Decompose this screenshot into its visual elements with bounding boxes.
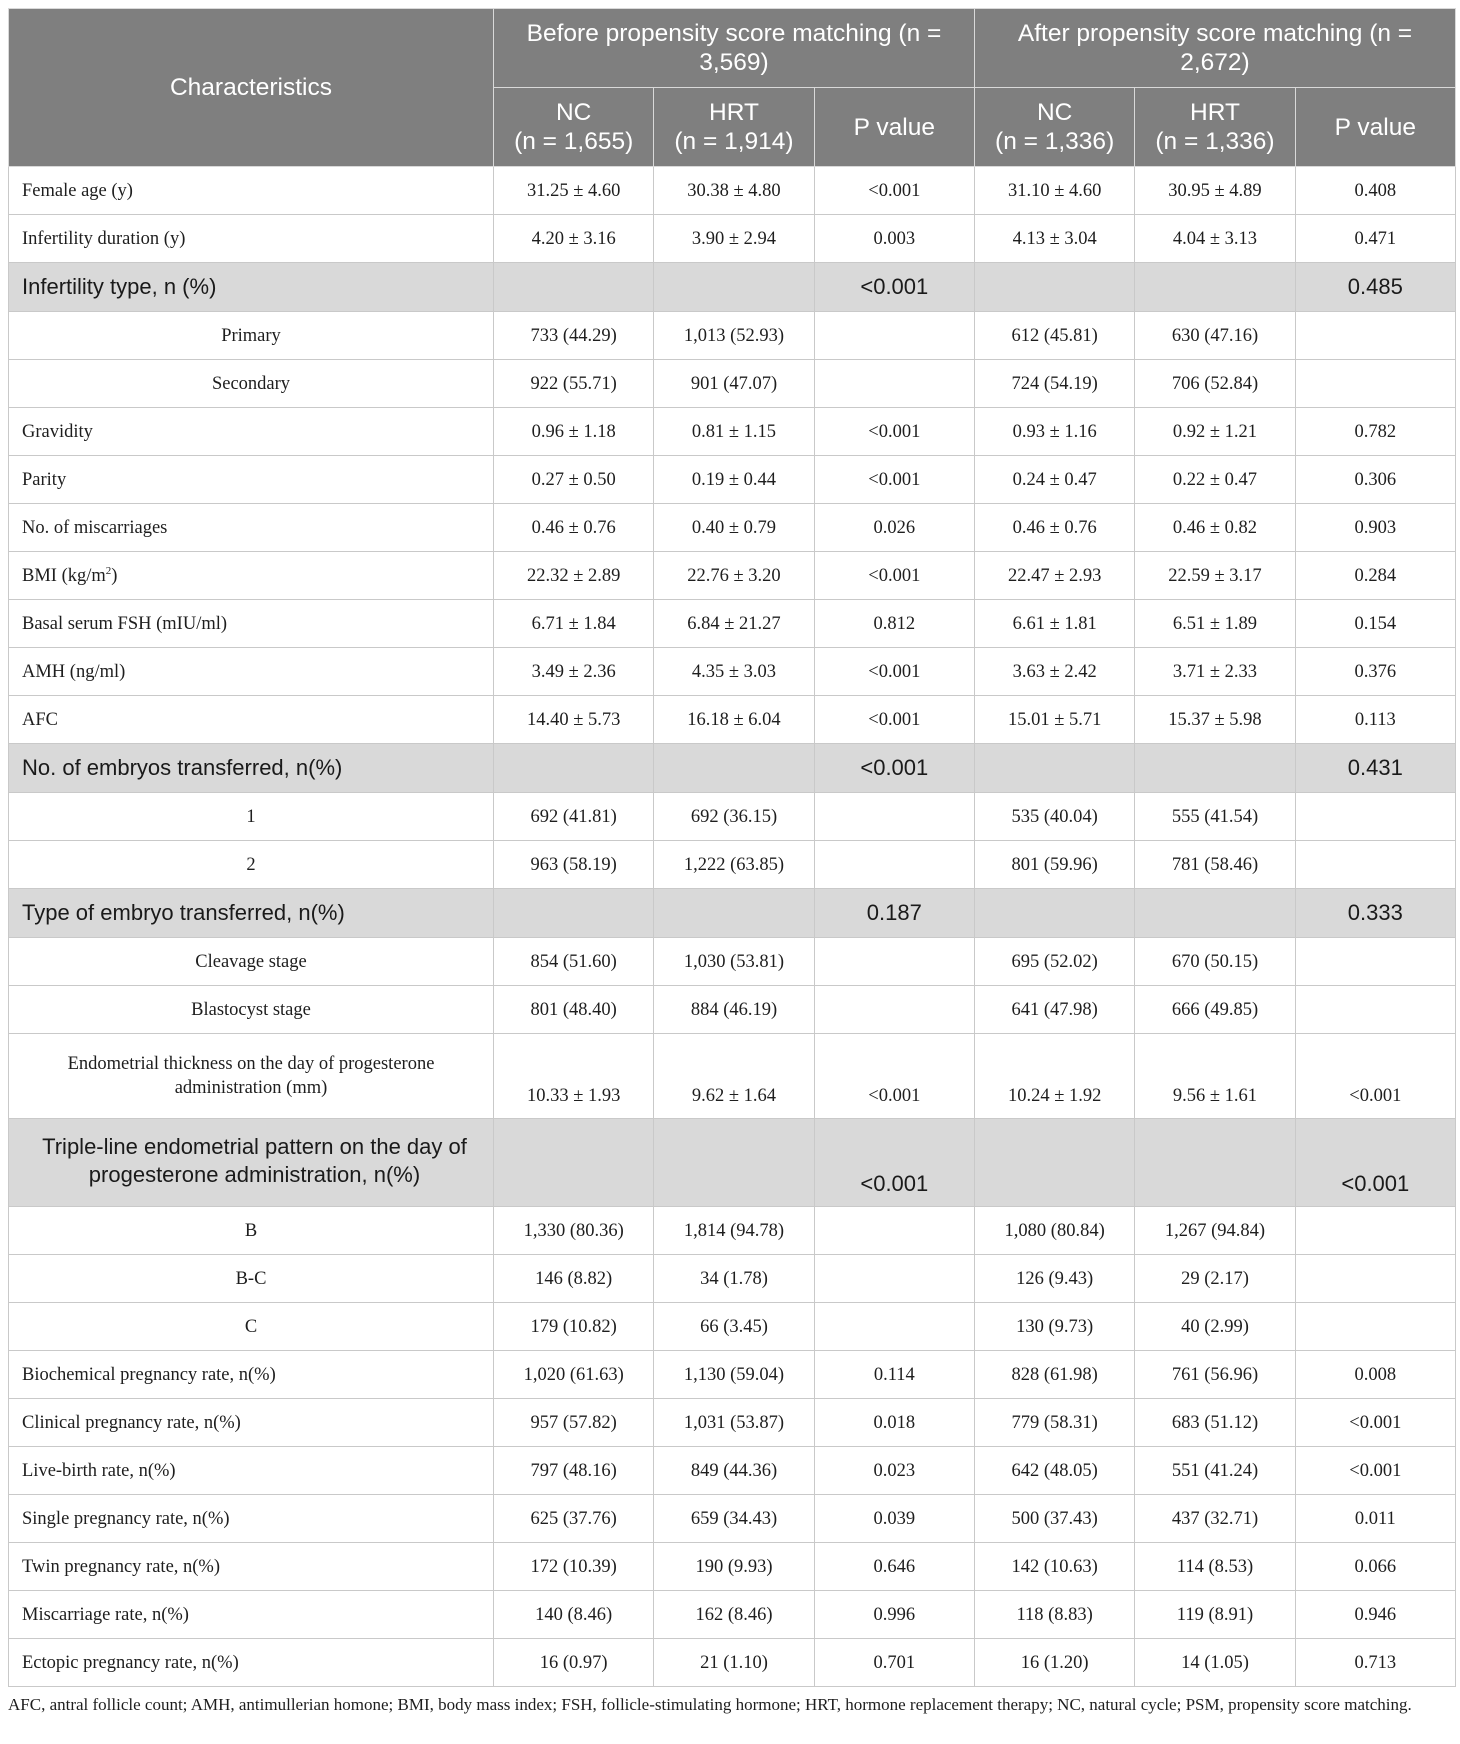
cell: 670 (50.15) (1135, 938, 1295, 986)
cell (814, 938, 974, 986)
row-label: AFC (9, 696, 494, 744)
column-header-name: HRT (709, 99, 759, 126)
cell (494, 744, 654, 793)
table-row (9, 215, 1456, 263)
cell: 142 (10.63) (974, 1543, 1134, 1591)
cell: 0.46 ± 0.82 (1135, 504, 1295, 552)
cell: 0.113 (1295, 696, 1455, 744)
cell (1295, 1303, 1455, 1351)
cell: 0.408 (1295, 167, 1455, 215)
cell: 1,020 (61.63) (494, 1351, 654, 1399)
table-row (9, 360, 1456, 408)
cell (974, 889, 1134, 938)
table-row (9, 1399, 1456, 1447)
cell: 797 (48.16) (494, 1447, 654, 1495)
cell: 0.485 (1295, 263, 1455, 312)
cell (1135, 263, 1295, 312)
cell: <0.001 (814, 456, 974, 504)
cell: <0.001 (1295, 1119, 1455, 1207)
cell: 0.46 ± 0.76 (974, 504, 1134, 552)
column-header (1135, 88, 1295, 167)
cell: 6.71 ± 1.84 (494, 600, 654, 648)
cell (654, 889, 814, 938)
row-label: 1 (9, 793, 494, 841)
cell: 31.25 ± 4.60 (494, 167, 654, 215)
cell (814, 360, 974, 408)
cell: 15.37 ± 5.98 (1135, 696, 1295, 744)
cell: 0.946 (1295, 1591, 1455, 1639)
table-row (9, 167, 1456, 215)
cell: 4.13 ± 3.04 (974, 215, 1134, 263)
bmi-label-end: ) (111, 565, 118, 586)
cell: <0.001 (1295, 1447, 1455, 1495)
cell: 0.187 (814, 889, 974, 938)
cell: 0.306 (1295, 456, 1455, 504)
row-label: Live-birth rate, n(%) (9, 1447, 494, 1495)
column-header: P value (814, 88, 974, 167)
cell: 666 (49.85) (1135, 986, 1295, 1034)
cell (814, 841, 974, 889)
table-row (9, 552, 1456, 600)
section-row (9, 263, 1456, 312)
row-label: Biochemical pregnancy rate, n(%) (9, 1351, 494, 1399)
cell: 3.71 ± 2.33 (1135, 648, 1295, 696)
cell: 0.646 (814, 1543, 974, 1591)
cell: <0.001 (814, 696, 974, 744)
cell: 9.62 ± 1.64 (654, 1034, 814, 1119)
column-header-n: (n = 1,655) (514, 128, 634, 155)
cell: 3.90 ± 2.94 (654, 215, 814, 263)
row-label (9, 552, 494, 600)
row-label: Basal serum FSH (mIU/ml) (9, 600, 494, 648)
characteristics-table (8, 8, 1456, 1687)
cell: 15.01 ± 5.71 (974, 696, 1134, 744)
cell: 0.011 (1295, 1495, 1455, 1543)
cell (654, 744, 814, 793)
column-header-name: NC (555, 99, 592, 126)
row-label: Miscarriage rate, n(%) (9, 1591, 494, 1639)
after-psm-header: After propensity score matching (n = 2,672) (974, 9, 1455, 88)
cell: 963 (58.19) (494, 841, 654, 889)
cell: 179 (10.82) (494, 1303, 654, 1351)
table-row (9, 841, 1456, 889)
cell (1135, 889, 1295, 938)
cell: 31.10 ± 4.60 (974, 167, 1134, 215)
cell: 0.701 (814, 1639, 974, 1687)
cell (1295, 841, 1455, 889)
cell: 0.431 (1295, 744, 1455, 793)
table-row (9, 648, 1456, 696)
cell: <0.001 (814, 744, 974, 793)
table-row (9, 1495, 1456, 1543)
table-row (9, 1255, 1456, 1303)
cell (494, 1119, 654, 1207)
cell: 118 (8.83) (974, 1591, 1134, 1639)
table-row (9, 312, 1456, 360)
cell: 34 (1.78) (654, 1255, 814, 1303)
cell (814, 986, 974, 1034)
cell: 0.713 (1295, 1639, 1455, 1687)
cell: 0.066 (1295, 1543, 1455, 1591)
cell: 0.023 (814, 1447, 974, 1495)
cell: 659 (34.43) (654, 1495, 814, 1543)
cell (1295, 360, 1455, 408)
cell: 114 (8.53) (1135, 1543, 1295, 1591)
cell: 6.51 ± 1.89 (1135, 600, 1295, 648)
section-label: Triple-line endometrial pattern on the day of progesterone administration, n(%) (9, 1119, 494, 1207)
cell (974, 744, 1134, 793)
cell: 0.92 ± 1.21 (1135, 408, 1295, 456)
cell: 692 (41.81) (494, 793, 654, 841)
cell: 0.471 (1295, 215, 1455, 263)
cell: 500 (37.43) (974, 1495, 1134, 1543)
cell: 692 (36.15) (654, 793, 814, 841)
cell: 162 (8.46) (654, 1591, 814, 1639)
header-row-groups (9, 9, 1456, 88)
cell: 16 (0.97) (494, 1639, 654, 1687)
row-label: Secondary (9, 360, 494, 408)
table-row (9, 696, 1456, 744)
column-header-name: NC (1036, 99, 1073, 126)
cell: 849 (44.36) (654, 1447, 814, 1495)
cell: 801 (48.40) (494, 986, 654, 1034)
row-label: Endometrial thickness on the day of progesterone administration (mm) (9, 1034, 494, 1119)
cell: 0.376 (1295, 648, 1455, 696)
table-row (9, 793, 1456, 841)
cell: 140 (8.46) (494, 1591, 654, 1639)
column-header (494, 88, 654, 167)
cell: 801 (59.96) (974, 841, 1134, 889)
section-label: No. of embryos transferred, n(%) (9, 744, 494, 793)
cell: 0.333 (1295, 889, 1455, 938)
cell: 0.22 ± 0.47 (1135, 456, 1295, 504)
cell (654, 1119, 814, 1207)
cell (1295, 986, 1455, 1034)
column-header-n: (n = 1,336) (1155, 128, 1275, 155)
row-label: Parity (9, 456, 494, 504)
table-row (9, 938, 1456, 986)
cell (494, 889, 654, 938)
cell: 761 (56.96) (1135, 1351, 1295, 1399)
table-container (8, 8, 1456, 1717)
cell: 1,031 (53.87) (654, 1399, 814, 1447)
cell: 22.76 ± 3.20 (654, 552, 814, 600)
table-row (9, 504, 1456, 552)
cell (1135, 744, 1295, 793)
cell: 1,814 (94.78) (654, 1207, 814, 1255)
table-row (9, 1447, 1456, 1495)
section-label: Type of embryo transferred, n(%) (9, 889, 494, 938)
cell (1295, 1255, 1455, 1303)
cell: 535 (40.04) (974, 793, 1134, 841)
cell: 16.18 ± 6.04 (654, 696, 814, 744)
cell: 0.96 ± 1.18 (494, 408, 654, 456)
cell: 0.93 ± 1.16 (974, 408, 1134, 456)
cell (1295, 312, 1455, 360)
column-header (974, 88, 1134, 167)
row-label: Cleavage stage (9, 938, 494, 986)
cell: 551 (41.24) (1135, 1447, 1295, 1495)
cell: 172 (10.39) (494, 1543, 654, 1591)
cell: <0.001 (814, 408, 974, 456)
cell: 4.20 ± 3.16 (494, 215, 654, 263)
row-label: Female age (y) (9, 167, 494, 215)
section-row (9, 889, 1456, 938)
cell (814, 312, 974, 360)
cell: 0.782 (1295, 408, 1455, 456)
bmi-label: BMI (kg/m (22, 565, 106, 586)
cell: 190 (9.93) (654, 1543, 814, 1591)
cell: 706 (52.84) (1135, 360, 1295, 408)
row-label: B-C (9, 1255, 494, 1303)
cell: 733 (44.29) (494, 312, 654, 360)
column-header-n: (n = 1,914) (674, 128, 794, 155)
cell (1295, 793, 1455, 841)
section-row (9, 1119, 1456, 1207)
cell: 1,080 (80.84) (974, 1207, 1134, 1255)
table-row (9, 1543, 1456, 1591)
cell: 0.996 (814, 1591, 974, 1639)
cell: 22.59 ± 3.17 (1135, 552, 1295, 600)
characteristics-header: Characteristics (9, 9, 494, 167)
cell: 0.003 (814, 215, 974, 263)
cell: 22.47 ± 2.93 (974, 552, 1134, 600)
cell: 854 (51.60) (494, 938, 654, 986)
cell: 130 (9.73) (974, 1303, 1134, 1351)
cell (974, 1119, 1134, 1207)
table-row (9, 1207, 1456, 1255)
cell: 0.026 (814, 504, 974, 552)
row-label: Blastocyst stage (9, 986, 494, 1034)
cell: 0.903 (1295, 504, 1455, 552)
cell: 1,130 (59.04) (654, 1351, 814, 1399)
cell: 0.27 ± 0.50 (494, 456, 654, 504)
cell: 957 (57.82) (494, 1399, 654, 1447)
cell: 437 (32.71) (1135, 1495, 1295, 1543)
row-label: 2 (9, 841, 494, 889)
cell: 119 (8.91) (1135, 1591, 1295, 1639)
row-label: Twin pregnancy rate, n(%) (9, 1543, 494, 1591)
table-row (9, 1034, 1456, 1119)
table-row (9, 1351, 1456, 1399)
cell: 10.33 ± 1.93 (494, 1034, 654, 1119)
cell: 40 (2.99) (1135, 1303, 1295, 1351)
cell: <0.001 (1295, 1399, 1455, 1447)
cell: 781 (58.46) (1135, 841, 1295, 889)
cell: 29 (2.17) (1135, 1255, 1295, 1303)
cell: 0.40 ± 0.79 (654, 504, 814, 552)
cell: 641 (47.98) (974, 986, 1134, 1034)
cell: 828 (61.98) (974, 1351, 1134, 1399)
cell: 126 (9.43) (974, 1255, 1134, 1303)
cell: 724 (54.19) (974, 360, 1134, 408)
column-header-n: (n = 1,336) (995, 128, 1115, 155)
table-row (9, 1639, 1456, 1687)
cell: 625 (37.76) (494, 1495, 654, 1543)
row-label: No. of miscarriages (9, 504, 494, 552)
cell: 0.284 (1295, 552, 1455, 600)
cell (814, 1207, 974, 1255)
table-row (9, 408, 1456, 456)
cell: <0.001 (1295, 1034, 1455, 1119)
row-label: Single pregnancy rate, n(%) (9, 1495, 494, 1543)
row-label: Gravidity (9, 408, 494, 456)
cell: 0.812 (814, 600, 974, 648)
row-label: Primary (9, 312, 494, 360)
row-label: Clinical pregnancy rate, n(%) (9, 1399, 494, 1447)
cell: 21 (1.10) (654, 1639, 814, 1687)
cell: 1,013 (52.93) (654, 312, 814, 360)
row-label: B (9, 1207, 494, 1255)
cell: 66 (3.45) (654, 1303, 814, 1351)
cell: 884 (46.19) (654, 986, 814, 1034)
cell: 1,267 (94.84) (1135, 1207, 1295, 1255)
cell (654, 263, 814, 312)
cell (1295, 1207, 1455, 1255)
cell: 901 (47.07) (654, 360, 814, 408)
cell: 612 (45.81) (974, 312, 1134, 360)
cell: 0.81 ± 1.15 (654, 408, 814, 456)
section-row (9, 744, 1456, 793)
bmi-superscript: 2 (105, 564, 112, 577)
cell: 4.35 ± 3.03 (654, 648, 814, 696)
cell: 146 (8.82) (494, 1255, 654, 1303)
cell: <0.001 (814, 263, 974, 312)
cell: 3.63 ± 2.42 (974, 648, 1134, 696)
row-label: Infertility duration (y) (9, 215, 494, 263)
cell: <0.001 (814, 1119, 974, 1207)
cell: 3.49 ± 2.36 (494, 648, 654, 696)
cell (1135, 1119, 1295, 1207)
column-header: P value (1295, 88, 1455, 167)
section-label: Infertility type, n (%) (9, 263, 494, 312)
table-footnote: AFC, antral follicle count; AMH, antimullerian homone; BMI, body mass index; FSH, follicle-stimulating hormone; HRT, hormone replacement therapy; NC, natural cycle; PSM, propensity score matching. (8, 1695, 1412, 1714)
cell: 30.95 ± 4.89 (1135, 167, 1295, 215)
cell: <0.001 (814, 1034, 974, 1119)
cell: 22.32 ± 2.89 (494, 552, 654, 600)
cell: 6.61 ± 1.81 (974, 600, 1134, 648)
cell (814, 1255, 974, 1303)
cell: 555 (41.54) (1135, 793, 1295, 841)
table-row (9, 456, 1456, 504)
cell: 642 (48.05) (974, 1447, 1134, 1495)
cell: <0.001 (814, 648, 974, 696)
table-row (9, 986, 1456, 1034)
cell (814, 1303, 974, 1351)
column-header (654, 88, 814, 167)
cell: <0.001 (814, 167, 974, 215)
cell: 6.84 ± 21.27 (654, 600, 814, 648)
cell: 0.018 (814, 1399, 974, 1447)
cell: 10.24 ± 1.92 (974, 1034, 1134, 1119)
cell: 922 (55.71) (494, 360, 654, 408)
cell: 683 (51.12) (1135, 1399, 1295, 1447)
cell: 0.039 (814, 1495, 974, 1543)
column-header-name: HRT (1190, 99, 1240, 126)
before-psm-header: Before propensity score matching (n = 3,569) (494, 9, 975, 88)
cell: 9.56 ± 1.61 (1135, 1034, 1295, 1119)
cell: 630 (47.16) (1135, 312, 1295, 360)
cell: 1,030 (53.81) (654, 938, 814, 986)
cell: 4.04 ± 3.13 (1135, 215, 1295, 263)
cell: 0.114 (814, 1351, 974, 1399)
cell (494, 263, 654, 312)
cell: 30.38 ± 4.80 (654, 167, 814, 215)
cell: 0.24 ± 0.47 (974, 456, 1134, 504)
cell (814, 793, 974, 841)
table-row (9, 600, 1456, 648)
cell: 16 (1.20) (974, 1639, 1134, 1687)
row-label: C (9, 1303, 494, 1351)
row-label: Ectopic pregnancy rate, n(%) (9, 1639, 494, 1687)
cell: 0.46 ± 0.76 (494, 504, 654, 552)
cell: 14 (1.05) (1135, 1639, 1295, 1687)
cell: 14.40 ± 5.73 (494, 696, 654, 744)
cell: 0.154 (1295, 600, 1455, 648)
table-row (9, 1303, 1456, 1351)
cell: 0.19 ± 0.44 (654, 456, 814, 504)
cell (974, 263, 1134, 312)
cell: <0.001 (814, 552, 974, 600)
cell: 1,330 (80.36) (494, 1207, 654, 1255)
table-row (9, 1591, 1456, 1639)
row-label: AMH (ng/ml) (9, 648, 494, 696)
cell: 779 (58.31) (974, 1399, 1134, 1447)
cell: 0.008 (1295, 1351, 1455, 1399)
cell: 695 (52.02) (974, 938, 1134, 986)
cell: 1,222 (63.85) (654, 841, 814, 889)
cell (1295, 938, 1455, 986)
